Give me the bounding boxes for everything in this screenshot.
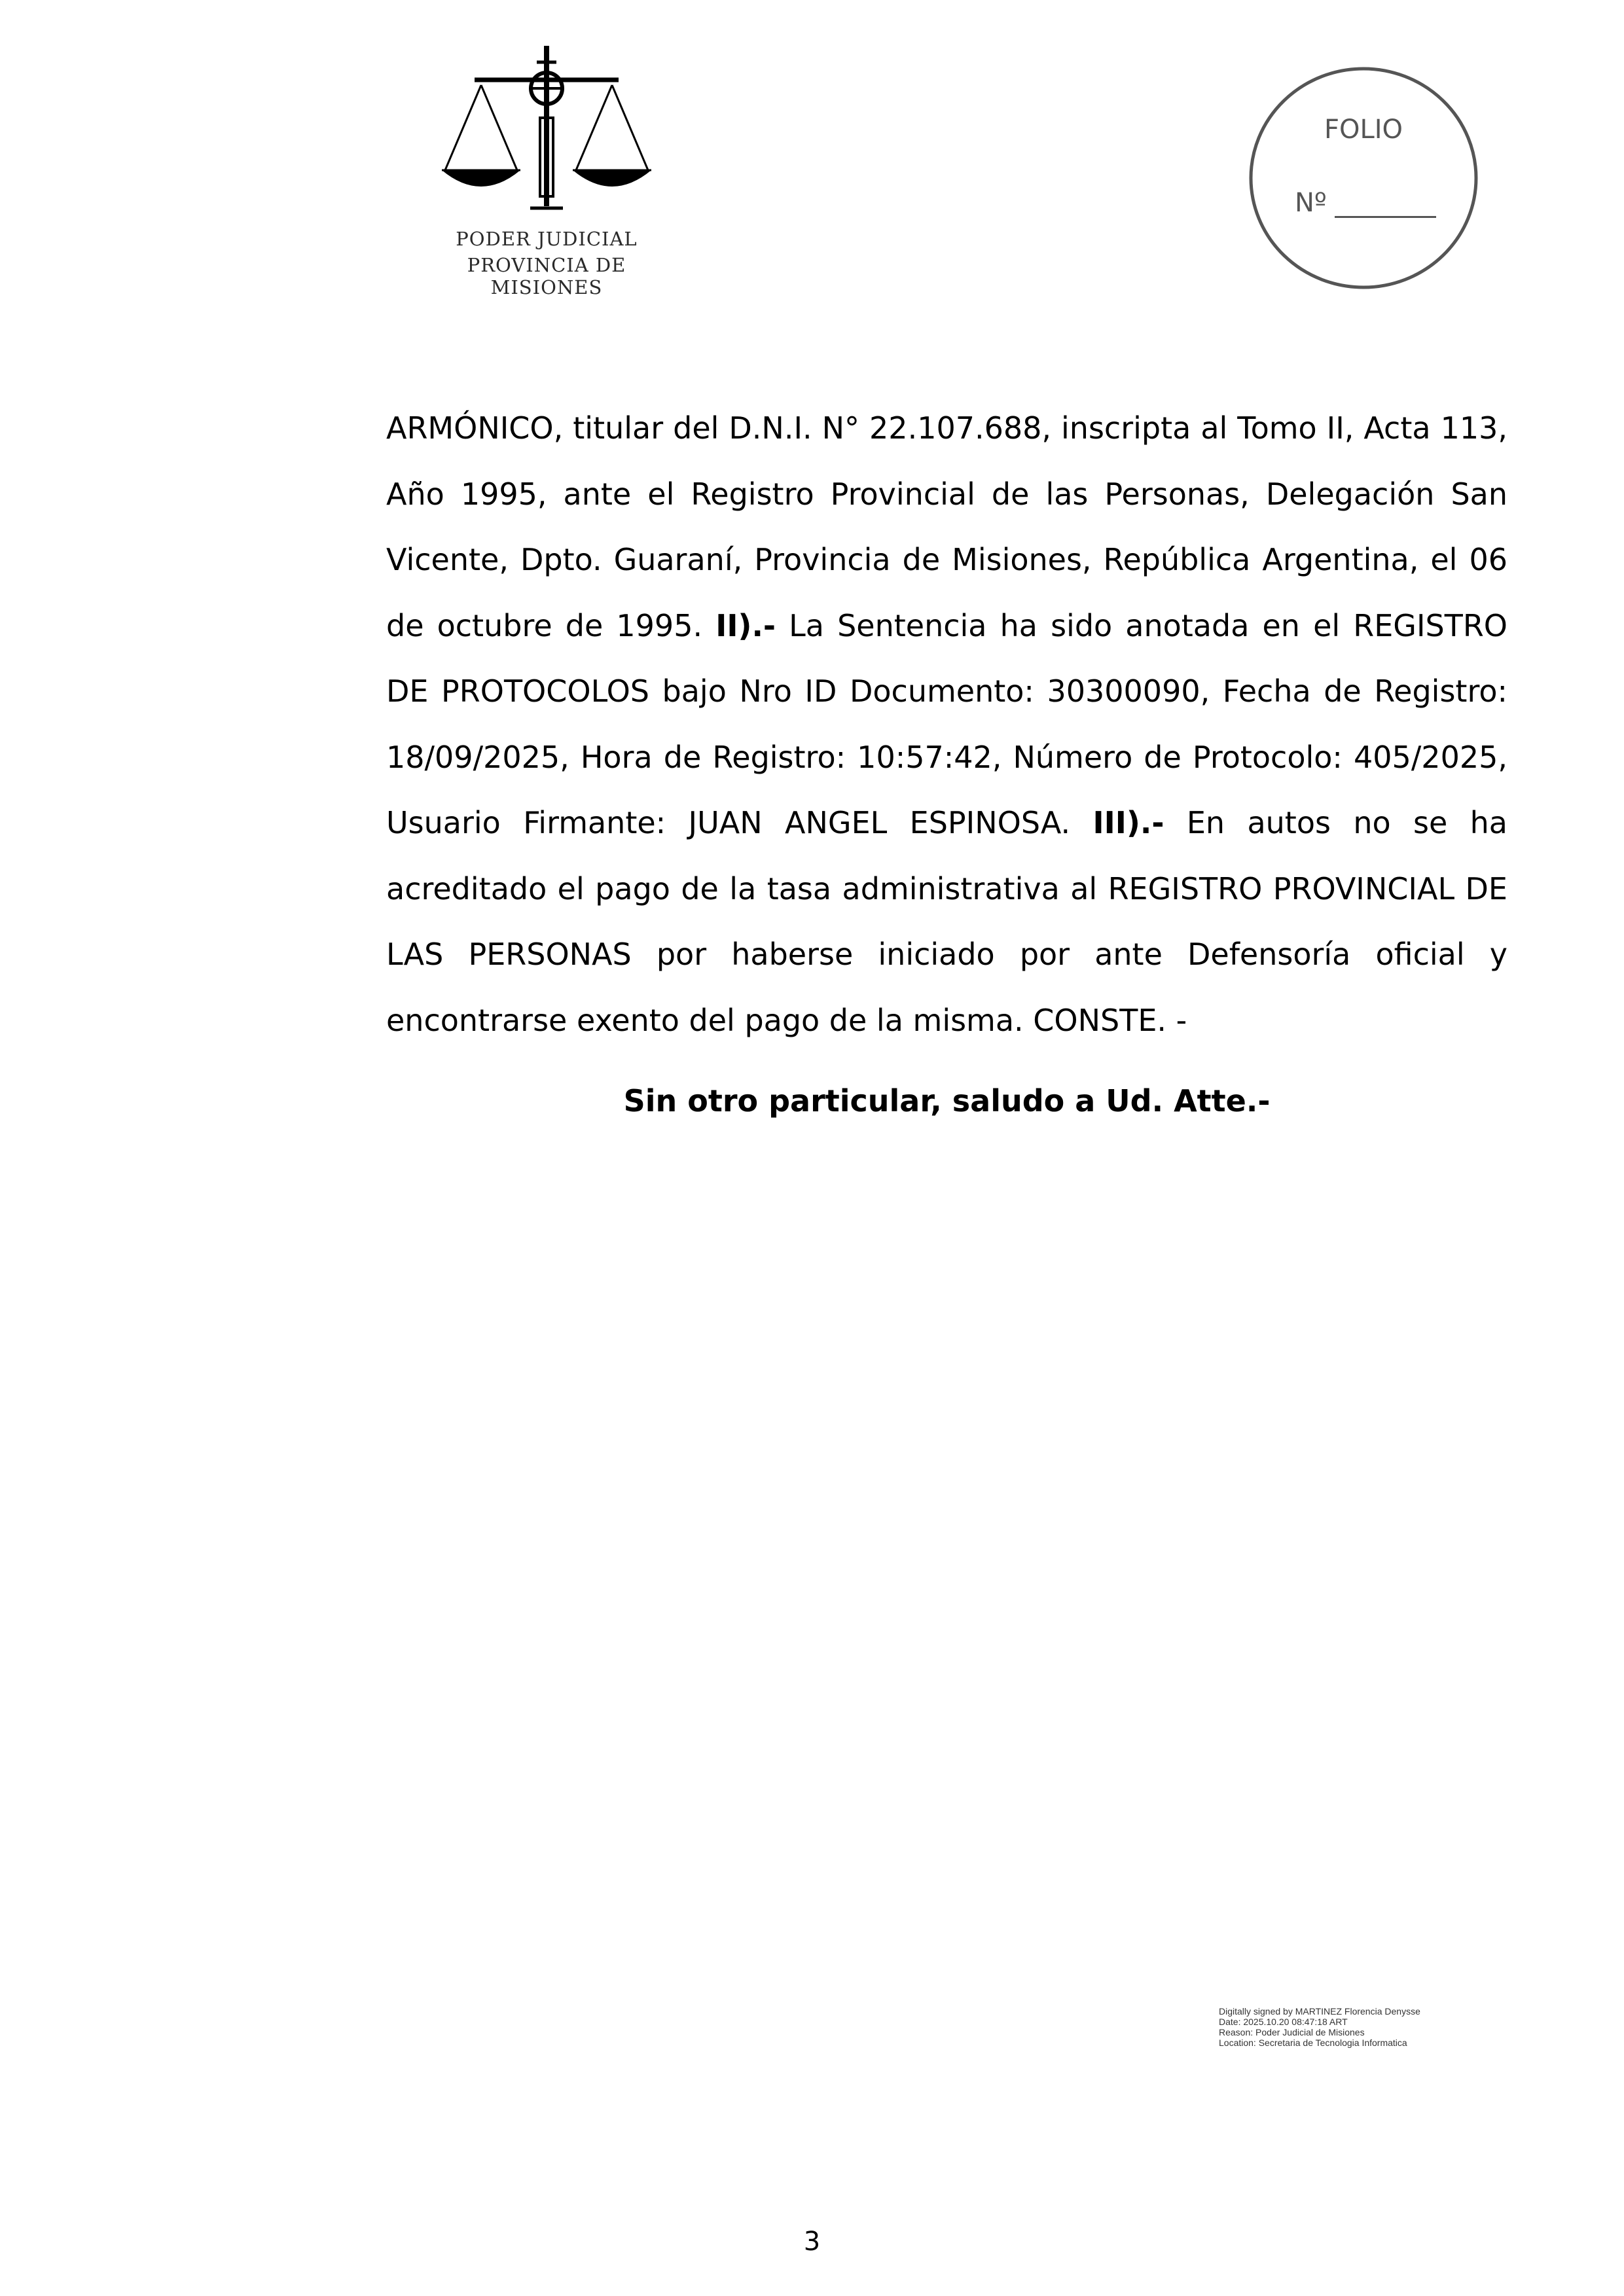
body-text-part-2: La Sentencia ha sido anotada en el REGISTRO DE PROTOCOLOS bajo Nro ID Documento: 30300090, Fecha de Registro: 18/09/2025, Hora de Registro: 10:57:42, Número de Protocolo: 405/2025, Usuario Firmante: JUAN ANGEL ESPINOSA. (386, 607, 1507, 840)
institution-logo (409, 39, 684, 298)
signature-reason: Reason: Poder Judicial de Misiones (1219, 2027, 1365, 2037)
signature-date: Date: 2025.10.20 08:47:18 ART (1219, 2017, 1348, 2027)
digital-signature-block (1219, 2006, 1454, 2048)
section-marker-2: II).- (715, 607, 776, 643)
closing-salutation: Sin otro particular, saludo a Ud. Atte.- (623, 1083, 1271, 1119)
folio-number-blank (1335, 190, 1436, 218)
logo-text-line-1: PODER JUDICIAL (456, 228, 638, 250)
folio-number-field (1295, 188, 1465, 218)
signature-location: Location: Secretaria de Tecnologia Informatica (1219, 2037, 1407, 2048)
folio-circle (1246, 63, 1481, 293)
section-marker-3: III).- (1092, 805, 1164, 840)
body-text-part-3: En autos no se ha acreditado el pago de la tasa administrativa al REGISTRO PROVINCIAL DE LAS PERSONAS por haberse iniciado por ante Defensoría oficial y encontrarse exento del pago de la misma. CONSTE. - (386, 805, 1507, 1038)
page-number: 3 (803, 2227, 821, 2257)
signature-signed-by: Digitally signed by MARTINEZ Florencia Denysse (1219, 2006, 1420, 2017)
folio-stamp (1246, 63, 1481, 293)
logo-text-line-2: PROVINCIA DE MISIONES (467, 254, 626, 298)
body-paragraph (386, 395, 1507, 1053)
scales-of-justice-icon (439, 39, 655, 216)
folio-number-label: Nº (1295, 188, 1327, 218)
body-text-part-1: ARMÓNICO, titular del D.N.I. N° 22.107.688, inscripta al Tomo II, Acta 113, Año 1995, ante el Registro Provincial de las Personas, Delegación San Vicente, Dpto. Guaraní, Provincia de Misiones, República Argentina, el 06 de octubre de 1995. (386, 410, 1507, 643)
folio-label: FOLIO (1324, 115, 1403, 145)
